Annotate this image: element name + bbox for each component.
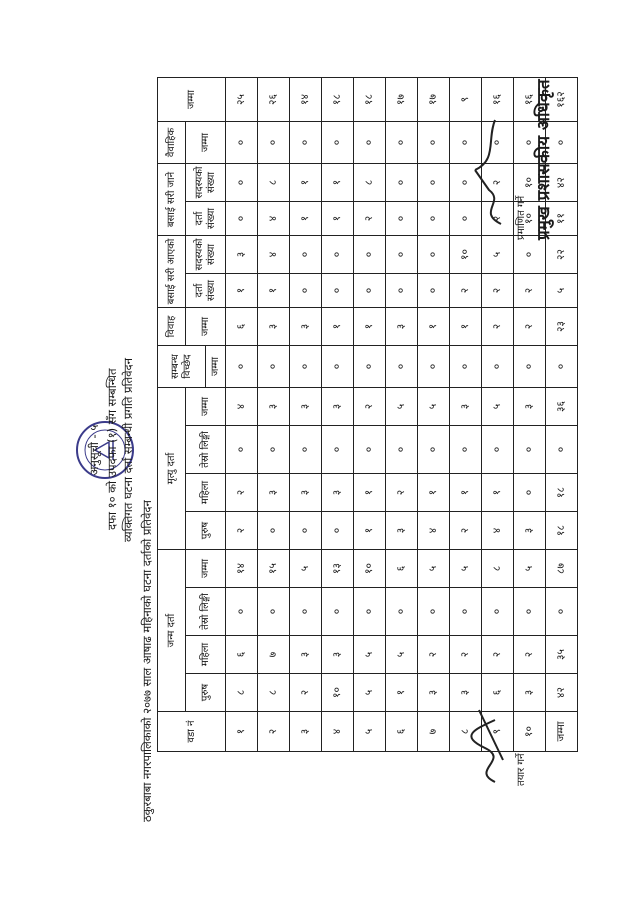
schedule-title: अनुसूची - ५ bbox=[87, 424, 101, 476]
table-cell: ० bbox=[354, 274, 386, 308]
totals-cell: १८ bbox=[546, 512, 578, 550]
table-cell: ० bbox=[226, 588, 258, 636]
header-widow: वैवाहिक bbox=[158, 122, 186, 164]
table-cell: २ bbox=[482, 308, 514, 346]
table-cell: २ bbox=[450, 274, 482, 308]
table-cell: ० bbox=[322, 512, 354, 550]
table-cell: १ bbox=[354, 512, 386, 550]
table-row bbox=[386, 78, 418, 752]
table-cell: २ bbox=[290, 674, 322, 712]
table-cell: ० bbox=[386, 426, 418, 474]
section-reference: दफा १० को उपदफा (१) सँग सम्बन्धित bbox=[105, 368, 119, 530]
table-cell: ३ bbox=[258, 388, 290, 426]
header-birth-male: पुरुष bbox=[186, 674, 226, 712]
table-row bbox=[354, 78, 386, 752]
table-cell: ० bbox=[418, 346, 450, 388]
header-birth: जन्म दर्ता bbox=[158, 550, 186, 712]
table-cell: १ bbox=[450, 474, 482, 512]
totals-cell: ११ bbox=[546, 202, 578, 236]
table-cell: २ bbox=[450, 636, 482, 674]
table-cell: १० bbox=[354, 550, 386, 588]
table-cell: ७ bbox=[258, 636, 290, 674]
table-cell: ८ bbox=[354, 164, 386, 202]
table-cell: ० bbox=[450, 202, 482, 236]
table-cell: ० bbox=[290, 122, 322, 164]
table-cell: ३ bbox=[450, 388, 482, 426]
totals-cell: २२ bbox=[546, 236, 578, 274]
table-cell: ५ bbox=[418, 550, 450, 588]
table-cell: १ bbox=[354, 308, 386, 346]
totals-cell: ० bbox=[546, 346, 578, 388]
ward-number-cell: ६ bbox=[386, 712, 418, 752]
table-cell: ३ bbox=[514, 674, 546, 712]
table-cell: ८ bbox=[258, 674, 290, 712]
table-cell: ३ bbox=[290, 388, 322, 426]
table-cell: ० bbox=[450, 346, 482, 388]
table-cell: ३ bbox=[514, 512, 546, 550]
table-cell: ० bbox=[418, 164, 450, 202]
header-death-male: पुरुष bbox=[186, 512, 226, 550]
officer-signature-icon bbox=[467, 110, 511, 230]
table-cell: ३ bbox=[386, 512, 418, 550]
table-cell: १ bbox=[482, 474, 514, 512]
report-sheet bbox=[65, 70, 568, 830]
table-cell: ८ bbox=[482, 550, 514, 588]
table-cell: ० bbox=[290, 274, 322, 308]
table-cell: ९ bbox=[450, 78, 482, 122]
table-cell: २ bbox=[386, 474, 418, 512]
header-divorce-total: जम्मा bbox=[206, 346, 226, 388]
header-death: मृत्यु दर्ता bbox=[158, 388, 186, 550]
table-cell: १० bbox=[322, 674, 354, 712]
header-marriage-total: जम्मा bbox=[186, 308, 226, 346]
header-in-reg: दर्ता संख्या bbox=[186, 274, 226, 308]
table-cell: ८ bbox=[226, 674, 258, 712]
table-cell: ६ bbox=[386, 550, 418, 588]
totals-cell: २३ bbox=[546, 308, 578, 346]
table-cell: १० bbox=[450, 236, 482, 274]
table-cell: ३ bbox=[258, 308, 290, 346]
header-birth-total: जम्मा bbox=[186, 550, 226, 588]
table-cell: १३ bbox=[322, 550, 354, 588]
table-cell: १ bbox=[322, 202, 354, 236]
table-cell: ० bbox=[514, 588, 546, 636]
table-cell: ५ bbox=[290, 550, 322, 588]
header-marriage: विवाह bbox=[158, 308, 186, 346]
table-cell: ० bbox=[290, 588, 322, 636]
ward-number-cell: ४ bbox=[322, 712, 354, 752]
table-cell: २ bbox=[482, 274, 514, 308]
table-cell: ३ bbox=[386, 308, 418, 346]
table-cell: ४ bbox=[258, 202, 290, 236]
table-cell: २ bbox=[354, 388, 386, 426]
table-cell: ० bbox=[418, 274, 450, 308]
table-cell: ० bbox=[418, 122, 450, 164]
table-cell: ० bbox=[354, 122, 386, 164]
table-cell: ० bbox=[226, 122, 258, 164]
totals-label-cell: जम्मा bbox=[546, 712, 578, 752]
table-cell: १६ bbox=[482, 78, 514, 122]
table-cell: ० bbox=[322, 122, 354, 164]
table-cell: २ bbox=[514, 308, 546, 346]
table-row bbox=[258, 78, 290, 752]
ward-number-cell: १० bbox=[514, 712, 546, 752]
table-cell: ० bbox=[258, 588, 290, 636]
table-cell: १० bbox=[514, 164, 546, 202]
table-cell: ० bbox=[258, 122, 290, 164]
table-cell: ० bbox=[514, 122, 546, 164]
table-cell: १ bbox=[290, 164, 322, 202]
table-cell: ० bbox=[386, 202, 418, 236]
header-divorce: सम्बन्ध विच्छेद bbox=[158, 346, 206, 388]
table-cell: १८ bbox=[354, 78, 386, 122]
header-death-total: जम्मा bbox=[186, 388, 226, 426]
totals-cell: ० bbox=[546, 122, 578, 164]
certified-by-label: प्रमाणित गर्ने bbox=[516, 195, 527, 240]
header-birth-female: महिला bbox=[186, 636, 226, 674]
table-cell: ० bbox=[226, 346, 258, 388]
table-cell: ० bbox=[418, 426, 450, 474]
table-cell: १७ bbox=[418, 78, 450, 122]
ward-number-cell: ५ bbox=[354, 712, 386, 752]
table-cell: ० bbox=[290, 426, 322, 474]
table-cell: ० bbox=[354, 426, 386, 474]
table-cell: १४ bbox=[290, 78, 322, 122]
table-cell: ० bbox=[418, 202, 450, 236]
table-cell: ३ bbox=[290, 308, 322, 346]
report-subject: व्यक्तिगत घटना दर्ता सम्बन्धी प्रगति प्रतिवेदन bbox=[121, 357, 135, 543]
ward-number-cell: ७ bbox=[418, 712, 450, 752]
table-row bbox=[290, 78, 322, 752]
table-cell: ५ bbox=[514, 550, 546, 588]
totals-cell: ४२ bbox=[546, 674, 578, 712]
table-cell: १ bbox=[322, 164, 354, 202]
table-cell: ० bbox=[386, 164, 418, 202]
table-cell: ५ bbox=[386, 636, 418, 674]
table-cell: १ bbox=[450, 308, 482, 346]
table-cell: ५ bbox=[354, 636, 386, 674]
table-cell: ० bbox=[514, 426, 546, 474]
table-cell: २५ bbox=[226, 78, 258, 122]
table-cell: २ bbox=[226, 474, 258, 512]
header-out-members: सदस्यको संख्या bbox=[186, 164, 226, 202]
table-cell: १ bbox=[226, 274, 258, 308]
table-cell: ० bbox=[290, 512, 322, 550]
prepared-by-label: तयार गर्ने bbox=[516, 753, 527, 786]
table-cell: ० bbox=[354, 346, 386, 388]
table-cell: ६ bbox=[226, 636, 258, 674]
table-cell: १ bbox=[322, 308, 354, 346]
table-cell: १४ bbox=[226, 550, 258, 588]
table-cell: ० bbox=[450, 164, 482, 202]
totals-cell: ० bbox=[546, 426, 578, 474]
table-cell: २ bbox=[354, 202, 386, 236]
table-cell: ० bbox=[354, 588, 386, 636]
table-cell: ० bbox=[290, 346, 322, 388]
header-grand-total: जम्मा bbox=[158, 78, 226, 122]
totals-cell: ३६ bbox=[546, 388, 578, 426]
table-cell: ३ bbox=[290, 474, 322, 512]
table-cell: ० bbox=[386, 588, 418, 636]
table-row bbox=[322, 78, 354, 752]
table-cell: ० bbox=[514, 474, 546, 512]
table-cell: १८ bbox=[322, 78, 354, 122]
preparer-signature-icon bbox=[465, 700, 513, 790]
table-cell: ० bbox=[514, 236, 546, 274]
table-cell: ३ bbox=[290, 636, 322, 674]
table-cell: ० bbox=[386, 346, 418, 388]
table-cell: ० bbox=[322, 346, 354, 388]
table-cell: ० bbox=[386, 274, 418, 308]
table-cell: ५ bbox=[418, 388, 450, 426]
table-cell: १७ bbox=[386, 78, 418, 122]
table-cell: २ bbox=[482, 202, 514, 236]
table-cell: ० bbox=[226, 202, 258, 236]
registration-table bbox=[157, 77, 578, 752]
table-cell: ० bbox=[386, 122, 418, 164]
totals-cell: ० bbox=[546, 588, 578, 636]
table-cell: २ bbox=[418, 636, 450, 674]
ward-number-cell: ८ bbox=[450, 712, 482, 752]
table-cell: ३ bbox=[322, 636, 354, 674]
table-cell: ५ bbox=[450, 550, 482, 588]
table-cell: ८ bbox=[258, 164, 290, 202]
table-cell: १ bbox=[258, 274, 290, 308]
table-cell: २ bbox=[226, 512, 258, 550]
table-cell: ० bbox=[258, 512, 290, 550]
table-cell: ३ bbox=[322, 388, 354, 426]
ward-number-cell: ९ bbox=[482, 712, 514, 752]
table-cell: २ bbox=[482, 636, 514, 674]
table-cell: ० bbox=[258, 426, 290, 474]
table-cell: ३ bbox=[514, 388, 546, 426]
header-migrate-in: बसाई सरी आएको bbox=[158, 236, 186, 308]
table-cell: ० bbox=[354, 236, 386, 274]
table-cell: ० bbox=[482, 346, 514, 388]
header-in-members: सदस्यको संख्या bbox=[186, 236, 226, 274]
table-cell: ३ bbox=[450, 674, 482, 712]
totals-cell: ४२ bbox=[546, 164, 578, 202]
table-cell: ६ bbox=[482, 674, 514, 712]
table-cell: ० bbox=[386, 236, 418, 274]
table-cell: ५ bbox=[482, 236, 514, 274]
table-cell: ० bbox=[450, 426, 482, 474]
table-cell: ४ bbox=[226, 388, 258, 426]
table-cell: २ bbox=[482, 164, 514, 202]
table-cell: ३ bbox=[322, 474, 354, 512]
table-cell: ५ bbox=[354, 674, 386, 712]
table-cell: ० bbox=[450, 122, 482, 164]
header-ward: वडा नं bbox=[158, 712, 226, 752]
table-cell: १ bbox=[386, 674, 418, 712]
table-cell: २ bbox=[514, 274, 546, 308]
table-cell: १० bbox=[514, 202, 546, 236]
ward-number-cell: २ bbox=[258, 712, 290, 752]
table-cell: ० bbox=[226, 426, 258, 474]
table-cell: ४ bbox=[418, 512, 450, 550]
table-cell: ० bbox=[418, 236, 450, 274]
table-cell: ० bbox=[322, 588, 354, 636]
table-cell: ० bbox=[322, 426, 354, 474]
header-death-third: तेस्रो लिङ्गी bbox=[186, 426, 226, 474]
header-migrate-out: बसाई सरी जाने bbox=[158, 164, 186, 236]
table-cell: १ bbox=[418, 474, 450, 512]
table-row bbox=[418, 78, 450, 752]
table-cell: ३ bbox=[258, 474, 290, 512]
report-title: ठकुरबाबा नगरपालिकाको २०७७ साल आषाढ महिनाको घटना दर्ताको प्रतिवेदन bbox=[140, 500, 154, 822]
table-cell: ५ bbox=[482, 388, 514, 426]
table-cell: ३ bbox=[418, 674, 450, 712]
totals-cell: ५ bbox=[546, 274, 578, 308]
table-cell: ० bbox=[418, 588, 450, 636]
table-cell: ४ bbox=[258, 236, 290, 274]
table-cell: २६ bbox=[258, 78, 290, 122]
table-cell: ० bbox=[290, 236, 322, 274]
table-cell: ० bbox=[482, 426, 514, 474]
totals-cell: १६२ bbox=[546, 78, 578, 122]
table-row bbox=[226, 78, 258, 752]
ward-number-cell: ३ bbox=[290, 712, 322, 752]
officer-designation: प्रमुख प्रशासकीय अधिकृत bbox=[534, 79, 554, 240]
totals-cell: ८७ bbox=[546, 550, 578, 588]
table-body bbox=[226, 78, 578, 752]
totals-cell: १८ bbox=[546, 474, 578, 512]
table-cell: ० bbox=[482, 122, 514, 164]
table-cell: ० bbox=[450, 588, 482, 636]
table-cell: ० bbox=[258, 346, 290, 388]
table-cell: २ bbox=[450, 512, 482, 550]
table-cell: ० bbox=[322, 236, 354, 274]
table-cell: ० bbox=[226, 164, 258, 202]
ward-number-cell: १ bbox=[226, 712, 258, 752]
table-cell: १६ bbox=[514, 78, 546, 122]
header-birth-third: तेस्रो लिङ्गी bbox=[186, 588, 226, 636]
totals-cell: ३५ bbox=[546, 636, 578, 674]
header-out-reg: दर्ता संख्या bbox=[186, 202, 226, 236]
table-cell: ६ bbox=[226, 308, 258, 346]
table-cell: १५ bbox=[258, 550, 290, 588]
table-cell: ० bbox=[514, 346, 546, 388]
table-cell: ५ bbox=[386, 388, 418, 426]
header-widow-total: जम्मा bbox=[186, 122, 226, 164]
table-cell: १ bbox=[290, 202, 322, 236]
table-cell: ० bbox=[482, 588, 514, 636]
table-cell: १ bbox=[354, 474, 386, 512]
table-cell: १ bbox=[418, 308, 450, 346]
table-cell: २ bbox=[514, 636, 546, 674]
table-cell: ० bbox=[322, 274, 354, 308]
table-cell: ४ bbox=[482, 512, 514, 550]
header-death-female: महिला bbox=[186, 474, 226, 512]
table-cell: ३ bbox=[226, 236, 258, 274]
